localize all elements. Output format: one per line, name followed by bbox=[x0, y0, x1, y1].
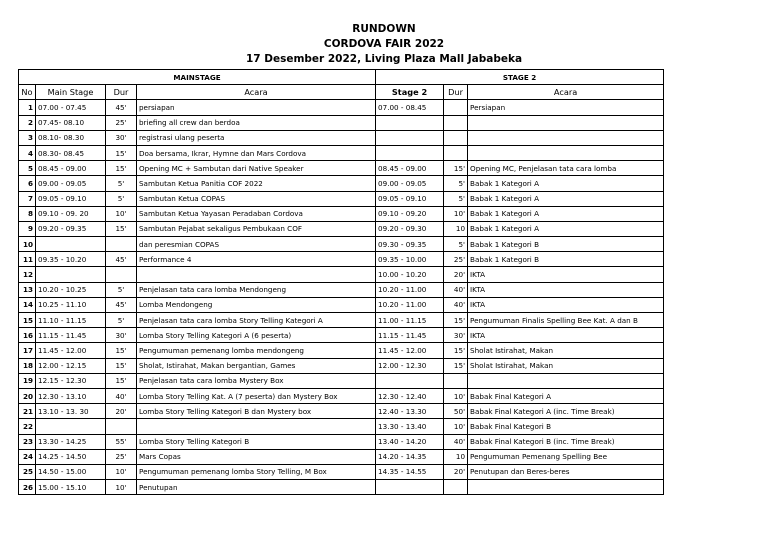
stage2-activity: Pengumuman Pemenang Spelling Bee bbox=[468, 449, 664, 464]
stage2-time: 10.20 - 11.00 bbox=[376, 297, 444, 312]
stage2-activity: Babak Final Kategori A bbox=[468, 388, 664, 403]
col-main-stage: Main Stage bbox=[36, 85, 106, 100]
stage2-duration bbox=[444, 100, 468, 115]
main-stage-time: 14.50 - 15.00 bbox=[36, 464, 106, 479]
stage2-time bbox=[376, 480, 444, 495]
main-stage-time: 10.25 - 11.10 bbox=[36, 297, 106, 312]
stage2-activity bbox=[468, 130, 664, 145]
stage2-header: STAGE 2 bbox=[376, 70, 664, 85]
stage2-activity bbox=[468, 145, 664, 160]
row-number: 13 bbox=[19, 282, 36, 297]
table-row bbox=[19, 161, 664, 176]
stage2-activity: Babak 1 Kategori A bbox=[468, 191, 664, 206]
main-stage-activity: Lomba Story Telling Kategori B dan Mystery box bbox=[137, 404, 376, 419]
stage2-activity: Pengumuman Finalis Spelling Bee Kat. A dan B bbox=[468, 313, 664, 328]
stage2-duration: 5' bbox=[444, 237, 468, 252]
main-stage-time bbox=[36, 267, 106, 282]
main-stage-duration: 15' bbox=[106, 161, 137, 176]
title-rundown: RUNDOWN bbox=[352, 23, 416, 35]
main-stage-activity: Sambutan Pejabat sekaligus Pembukaan COF bbox=[137, 221, 376, 236]
stage2-duration bbox=[444, 130, 468, 145]
stage2-time: 08.45 - 09.00 bbox=[376, 161, 444, 176]
stage2-duration: 10 bbox=[444, 449, 468, 464]
main-stage-time: 11.45 - 12.00 bbox=[36, 343, 106, 358]
main-stage-time: 15.00 - 15.10 bbox=[36, 480, 106, 495]
table-row bbox=[19, 267, 664, 282]
row-number: 21 bbox=[19, 404, 36, 419]
title-date-venue: 17 Desember 2022, Living Plaza Mall Jababeka bbox=[245, 53, 523, 65]
stage2-activity bbox=[468, 480, 664, 495]
stage2-duration bbox=[444, 480, 468, 495]
title-event: CORDOVA FAIR 2022 bbox=[323, 38, 445, 50]
stage2-activity: Persiapan bbox=[468, 100, 664, 115]
stage2-activity: Babak 1 Kategori B bbox=[468, 237, 664, 252]
row-number: 8 bbox=[19, 206, 36, 221]
stage2-time: 09.30 - 09.35 bbox=[376, 237, 444, 252]
main-stage-time: 07.00 - 07.45 bbox=[36, 100, 106, 115]
stage2-time: 09.10 - 09.20 bbox=[376, 206, 444, 221]
row-number: 3 bbox=[19, 130, 36, 145]
main-stage-activity: Penjelasan tata cara lomba Mendongeng bbox=[137, 282, 376, 297]
stage2-activity: IKTA bbox=[468, 297, 664, 312]
main-stage-time: 09.00 - 09.05 bbox=[36, 176, 106, 191]
main-stage-duration: 25' bbox=[106, 115, 137, 130]
rundown-table bbox=[18, 69, 664, 495]
row-number: 22 bbox=[19, 419, 36, 434]
stage2-time: 13.40 - 14.20 bbox=[376, 434, 444, 449]
stage2-duration bbox=[444, 373, 468, 388]
main-stage-duration: 5' bbox=[106, 191, 137, 206]
row-number: 1 bbox=[19, 100, 36, 115]
main-stage-duration: 30' bbox=[106, 130, 137, 145]
stage2-activity bbox=[468, 115, 664, 130]
stage2-activity: Babak 1 Kategori A bbox=[468, 176, 664, 191]
row-number: 19 bbox=[19, 373, 36, 388]
main-stage-activity: Pengumuman pemenang lomba Story Telling, M Box bbox=[137, 464, 376, 479]
table-row bbox=[19, 449, 664, 464]
row-number: 23 bbox=[19, 434, 36, 449]
main-stage-activity: Performance 4 bbox=[137, 252, 376, 267]
row-number: 14 bbox=[19, 297, 36, 312]
main-stage-time: 08.30- 08.45 bbox=[36, 145, 106, 160]
main-stage-duration: 30' bbox=[106, 328, 137, 343]
main-stage-activity: Opening MC + Sambutan dari Native Speaker bbox=[137, 161, 376, 176]
stage2-duration: 15' bbox=[444, 313, 468, 328]
main-stage-activity: Lomba Story Telling Kat. A (7 peserta) dan Mystery Box bbox=[137, 388, 376, 403]
stage2-time: 12.00 - 12.30 bbox=[376, 358, 444, 373]
table-row bbox=[19, 297, 664, 312]
table-row bbox=[19, 191, 664, 206]
main-stage-time: 08.45 - 09.00 bbox=[36, 161, 106, 176]
row-number: 16 bbox=[19, 328, 36, 343]
mainstage-header: MAINSTAGE bbox=[19, 70, 376, 85]
table-row bbox=[19, 282, 664, 297]
main-stage-time: 09.05 - 09.10 bbox=[36, 191, 106, 206]
main-stage-time: 12.30 - 13.10 bbox=[36, 388, 106, 403]
stage2-activity: Babak 1 Kategori B bbox=[468, 252, 664, 267]
stage2-time bbox=[376, 115, 444, 130]
main-stage-duration bbox=[106, 267, 137, 282]
stage2-duration: 15' bbox=[444, 343, 468, 358]
stage2-duration: 40' bbox=[444, 297, 468, 312]
main-stage-activity: Penjelasan tata cara lomba Story Telling Kategori A bbox=[137, 313, 376, 328]
col-stage2: Stage 2 bbox=[376, 85, 444, 100]
main-stage-time: 08.10- 08.30 bbox=[36, 130, 106, 145]
col-dur: Dur bbox=[106, 85, 137, 100]
stage2-time: 09.00 - 09.05 bbox=[376, 176, 444, 191]
table-row bbox=[19, 252, 664, 267]
stage2-time: 11.00 - 11.15 bbox=[376, 313, 444, 328]
stage2-duration: 20' bbox=[444, 267, 468, 282]
col-acara2: Acara bbox=[468, 85, 664, 100]
stage2-duration: 30' bbox=[444, 328, 468, 343]
row-number: 5 bbox=[19, 161, 36, 176]
main-stage-duration bbox=[106, 419, 137, 434]
stage2-time bbox=[376, 373, 444, 388]
row-number: 26 bbox=[19, 480, 36, 495]
main-stage-activity: Mars Copas bbox=[137, 449, 376, 464]
main-stage-activity: persiapan bbox=[137, 100, 376, 115]
table-row bbox=[19, 388, 664, 403]
main-stage-time: 14.25 - 14.50 bbox=[36, 449, 106, 464]
row-number: 10 bbox=[19, 237, 36, 252]
stage2-duration: 40' bbox=[444, 282, 468, 297]
stage2-time: 09.20 - 09.30 bbox=[376, 221, 444, 236]
table-row bbox=[19, 343, 664, 358]
main-stage-activity: registrasi ulang peserta bbox=[137, 130, 376, 145]
stage2-activity: Opening MC, Penjelasan tata cara lomba bbox=[468, 161, 664, 176]
main-stage-time: 09.20 - 09.35 bbox=[36, 221, 106, 236]
col-no: No bbox=[19, 85, 36, 100]
main-stage-activity: Pengumuman pemenang lomba mendongeng bbox=[137, 343, 376, 358]
table-row bbox=[19, 480, 664, 495]
main-stage-activity: Lomba Story Telling Kategori B bbox=[137, 434, 376, 449]
stage2-duration: 15' bbox=[444, 161, 468, 176]
row-number: 15 bbox=[19, 313, 36, 328]
row-number: 12 bbox=[19, 267, 36, 282]
table-row bbox=[19, 464, 664, 479]
row-number: 20 bbox=[19, 388, 36, 403]
col-acara: Acara bbox=[137, 85, 376, 100]
main-stage-activity: Sambutan Ketua COPAS bbox=[137, 191, 376, 206]
main-stage-time: 09.10 - 09. 20 bbox=[36, 206, 106, 221]
main-stage-duration: 20' bbox=[106, 404, 137, 419]
stage2-duration bbox=[444, 145, 468, 160]
main-stage-activity: briefing all crew dan berdoa bbox=[137, 115, 376, 130]
main-stage-duration: 15' bbox=[106, 343, 137, 358]
main-stage-duration: 10' bbox=[106, 480, 137, 495]
row-number: 17 bbox=[19, 343, 36, 358]
table-row bbox=[19, 145, 664, 160]
document-title-block bbox=[0, 22, 768, 67]
main-stage-duration: 25' bbox=[106, 449, 137, 464]
stage2-duration bbox=[444, 115, 468, 130]
main-stage-activity: Penjelasan tata cara lomba Mystery Box bbox=[137, 373, 376, 388]
main-stage-duration: 5' bbox=[106, 176, 137, 191]
stage2-duration: 20' bbox=[444, 464, 468, 479]
table-row bbox=[19, 404, 664, 419]
row-number: 24 bbox=[19, 449, 36, 464]
main-stage-duration: 40' bbox=[106, 388, 137, 403]
stage2-duration: 40' bbox=[444, 434, 468, 449]
table-row bbox=[19, 206, 664, 221]
stage2-activity: Babak 1 Kategori A bbox=[468, 221, 664, 236]
main-stage-duration: 5' bbox=[106, 313, 137, 328]
main-stage-duration bbox=[106, 237, 137, 252]
main-stage-time: 12.15 - 12.30 bbox=[36, 373, 106, 388]
stage2-activity: IKTA bbox=[468, 267, 664, 282]
main-stage-time: 07.45- 08.10 bbox=[36, 115, 106, 130]
table-row bbox=[19, 221, 664, 236]
stage2-activity: Sholat Istirahat, Makan bbox=[468, 343, 664, 358]
main-stage-activity: Penutupan bbox=[137, 480, 376, 495]
table-row bbox=[19, 373, 664, 388]
main-stage-activity: Sholat, Istirahat, Makan bergantian, Games bbox=[137, 358, 376, 373]
main-stage-activity: Sambutan Ketua Panitia COF 2022 bbox=[137, 176, 376, 191]
table-row bbox=[19, 434, 664, 449]
stage2-activity: Babak Final Kategori B (inc. Time Break) bbox=[468, 434, 664, 449]
stage2-time bbox=[376, 130, 444, 145]
stage2-duration: 5' bbox=[444, 176, 468, 191]
main-stage-activity: Sambutan Ketua Yayasan Peradaban Cordova bbox=[137, 206, 376, 221]
stage2-time: 14.20 - 14.35 bbox=[376, 449, 444, 464]
main-stage-time: 09.35 - 10.20 bbox=[36, 252, 106, 267]
stage2-duration: 10' bbox=[444, 206, 468, 221]
stage2-duration: 10' bbox=[444, 388, 468, 403]
stage2-activity: Babak Final Kategori A (inc. Time Break) bbox=[468, 404, 664, 419]
main-stage-activity bbox=[137, 419, 376, 434]
stage2-duration: 15' bbox=[444, 358, 468, 373]
row-number: 6 bbox=[19, 176, 36, 191]
row-number: 18 bbox=[19, 358, 36, 373]
main-stage-duration: 10' bbox=[106, 464, 137, 479]
stage2-time: 14.35 - 14.55 bbox=[376, 464, 444, 479]
table-row bbox=[19, 419, 664, 434]
stage2-duration: 10' bbox=[444, 419, 468, 434]
stage2-time: 10.20 - 11.00 bbox=[376, 282, 444, 297]
table-row bbox=[19, 130, 664, 145]
row-number: 25 bbox=[19, 464, 36, 479]
row-number: 4 bbox=[19, 145, 36, 160]
stage2-duration: 25' bbox=[444, 252, 468, 267]
main-stage-time: 13.10 - 13. 30 bbox=[36, 404, 106, 419]
main-stage-activity: dan peresmian COPAS bbox=[137, 237, 376, 252]
main-stage-activity bbox=[137, 267, 376, 282]
main-stage-activity: Doa bersama, Ikrar, Hymne dan Mars Cordova bbox=[137, 145, 376, 160]
main-stage-duration: 15' bbox=[106, 145, 137, 160]
stage2-duration: 5' bbox=[444, 191, 468, 206]
main-stage-duration: 45' bbox=[106, 252, 137, 267]
column-header-row bbox=[19, 85, 664, 100]
stage2-activity: Sholat Istirahat, Makan bbox=[468, 358, 664, 373]
stage2-time: 11.45 - 12.00 bbox=[376, 343, 444, 358]
main-stage-duration: 15' bbox=[106, 221, 137, 236]
main-stage-duration: 5' bbox=[106, 282, 137, 297]
table-row bbox=[19, 313, 664, 328]
main-stage-duration: 45' bbox=[106, 100, 137, 115]
main-stage-time bbox=[36, 237, 106, 252]
stage2-time: 09.05 - 09.10 bbox=[376, 191, 444, 206]
main-stage-duration: 10' bbox=[106, 206, 137, 221]
main-stage-activity: Lomba Story Telling Kategori A (6 peserta) bbox=[137, 328, 376, 343]
main-stage-duration: 15' bbox=[106, 358, 137, 373]
section-header-row bbox=[19, 70, 664, 85]
stage2-activity: Babak Final Kategori B bbox=[468, 419, 664, 434]
stage2-time: 09.35 - 10.00 bbox=[376, 252, 444, 267]
main-stage-time: 12.00 - 12.15 bbox=[36, 358, 106, 373]
stage2-time: 11.15 - 11.45 bbox=[376, 328, 444, 343]
table-row bbox=[19, 237, 664, 252]
stage2-time: 12.30 - 12.40 bbox=[376, 388, 444, 403]
row-number: 9 bbox=[19, 221, 36, 236]
table-row bbox=[19, 358, 664, 373]
row-number: 11 bbox=[19, 252, 36, 267]
table-row bbox=[19, 328, 664, 343]
col-dur2: Dur bbox=[444, 85, 468, 100]
stage2-time: 10.00 - 10.20 bbox=[376, 267, 444, 282]
main-stage-duration: 15' bbox=[106, 373, 137, 388]
main-stage-time bbox=[36, 419, 106, 434]
main-stage-duration: 55' bbox=[106, 434, 137, 449]
main-stage-time: 11.15 - 11.45 bbox=[36, 328, 106, 343]
stage2-time: 07.00 - 08.45 bbox=[376, 100, 444, 115]
main-stage-time: 11.10 - 11.15 bbox=[36, 313, 106, 328]
main-stage-time: 10.20 - 10.25 bbox=[36, 282, 106, 297]
row-number: 2 bbox=[19, 115, 36, 130]
stage2-time: 13.30 - 13.40 bbox=[376, 419, 444, 434]
stage2-time bbox=[376, 145, 444, 160]
stage2-activity bbox=[468, 373, 664, 388]
stage2-activity: IKTA bbox=[468, 282, 664, 297]
stage2-activity: Penutupan dan Beres-beres bbox=[468, 464, 664, 479]
table-row bbox=[19, 100, 664, 115]
row-number: 7 bbox=[19, 191, 36, 206]
main-stage-duration: 45' bbox=[106, 297, 137, 312]
table-row bbox=[19, 115, 664, 130]
stage2-time: 12.40 - 13.30 bbox=[376, 404, 444, 419]
main-stage-time: 13.30 - 14.25 bbox=[36, 434, 106, 449]
stage2-activity: IKTA bbox=[468, 328, 664, 343]
table-row bbox=[19, 176, 664, 191]
stage2-duration: 50' bbox=[444, 404, 468, 419]
stage2-duration: 10 bbox=[444, 221, 468, 236]
stage2-activity: Babak 1 Kategori A bbox=[468, 206, 664, 221]
main-stage-activity: Lomba Mendongeng bbox=[137, 297, 376, 312]
